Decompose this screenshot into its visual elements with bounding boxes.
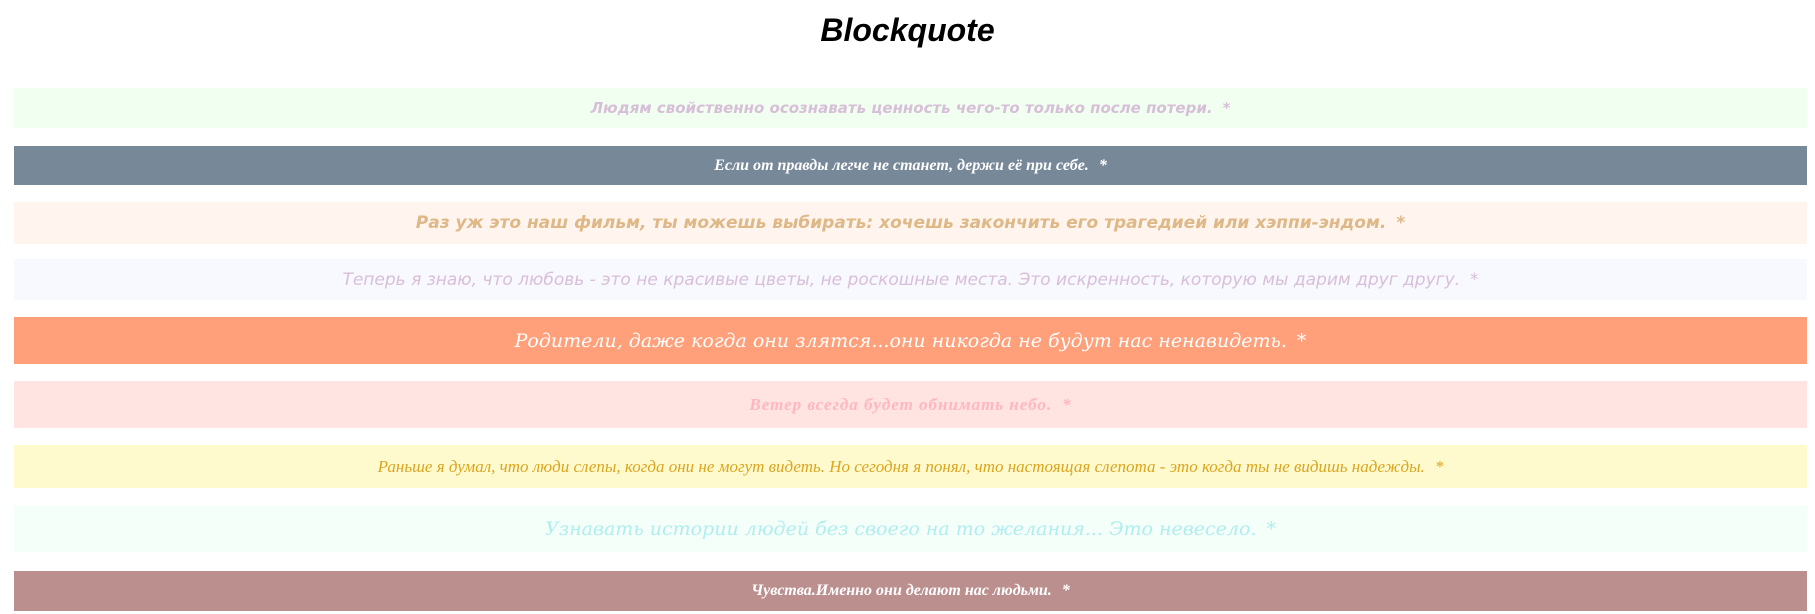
blockquote-5 [14,317,1807,364]
blockquote-6 [14,381,1807,428]
quote-mark: * [1396,213,1406,233]
quote-text: Ветер всегда будет обнимать небо. [749,394,1053,414]
quote-mark: * [1098,156,1107,174]
quote-mark: * [1062,394,1072,414]
quote-text: Людям свойственно осознавать ценность чего-то только после потери. [590,99,1213,117]
blockquote-1 [14,88,1807,128]
quote-text: Если от правды легче не станет, держи её при себе. [714,156,1089,174]
quote-mark: * [1470,269,1479,290]
quote-text: Раз уж это наш фильм, ты можешь выбирать: хочешь закончить его трагедией или хэппи-эндом. [415,213,1387,233]
quote-text: Теперь я знаю, что любовь - это не красивые цветы, не роскошные места. Это искренность, которую мы дарим друг другу. [342,269,1461,290]
quote-text: Узнавать истории людей без своего на то желания... Это невесело. [544,518,1257,540]
quote-text: Родители, даже когда они злятся...они никогда не будут нас ненавидеть. [514,329,1287,352]
quote-mark: * [1296,329,1307,352]
blockquote-2 [14,146,1807,185]
quote-mark: * [1222,99,1231,117]
quote-mark: * [1266,518,1277,540]
quote-mark: * [1061,582,1070,599]
blockquote-3 [14,202,1807,244]
quote-text: Чувства.Именно они делают нас людьми. [751,582,1052,599]
blockquote-8 [14,506,1807,552]
blockquote-9 [14,571,1807,611]
page-title: Blockquote [820,12,995,48]
blockquote-7 [14,445,1807,488]
blockquote-4 [14,259,1807,300]
quote-mark: * [1434,456,1444,476]
quote-text: Раньше я думал, что люди слепы, когда они не могут видеть. Но сегодня я понял, что настоящая слепота - это когда ты не видишь надежды. [377,456,1425,476]
